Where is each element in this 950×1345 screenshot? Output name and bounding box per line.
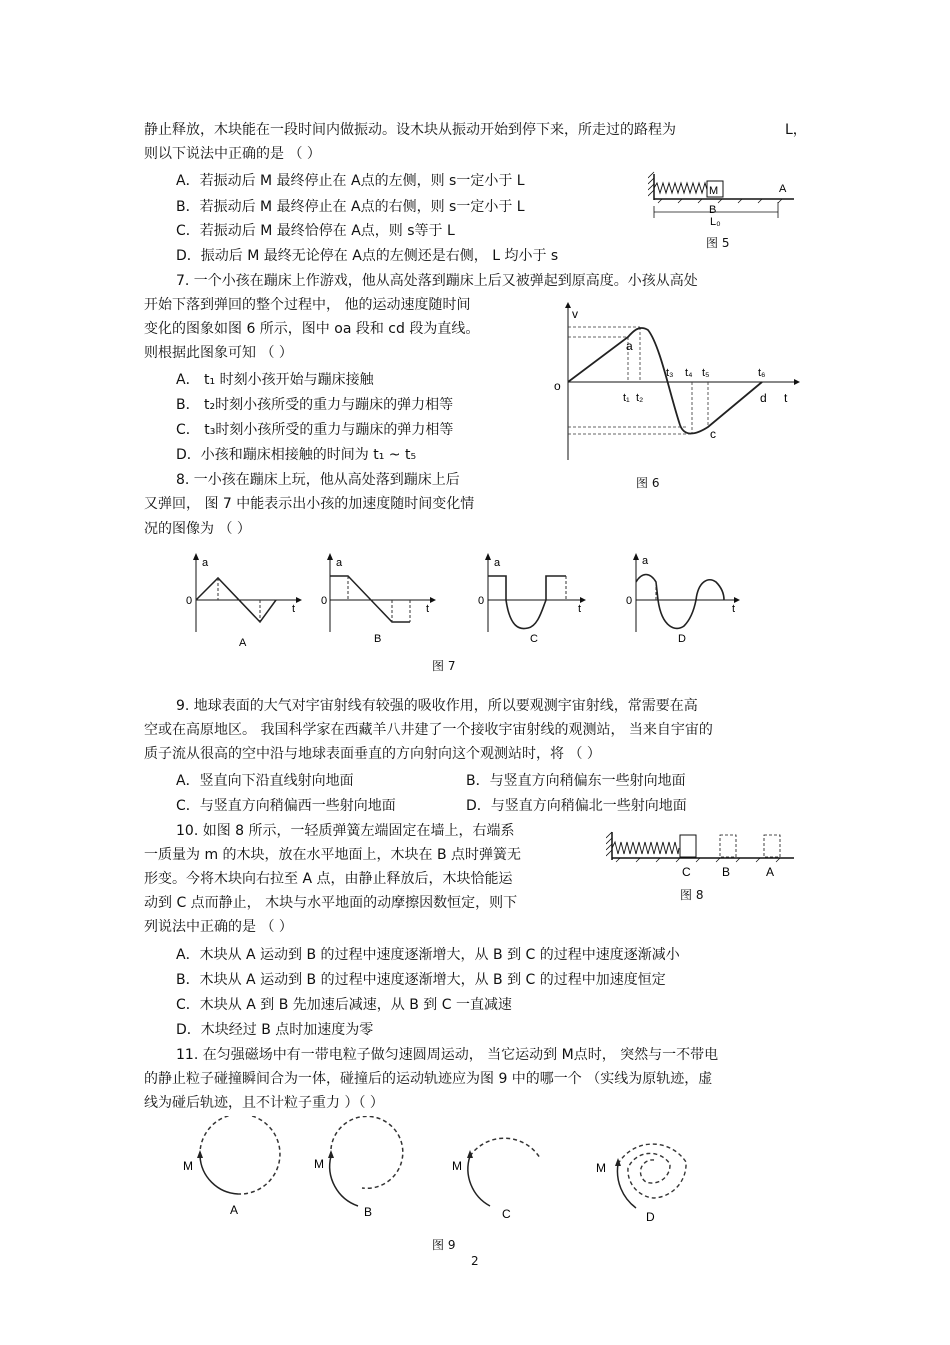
fig6-label-o: o [554,379,561,393]
q6-option-c: C．若振动后 M 最终恰停在 A点，则 s等于 L [176,223,455,239]
fig6-label-a: a [626,339,633,353]
q6-line1-end: L， [785,122,807,138]
figure-6-velocity-graph [552,300,802,468]
q7-line4: 则根据此图象可知 （ ） [144,345,293,361]
figure-7-caption: 图 7 [432,659,456,673]
fig7c-label-t: t [578,603,582,615]
fig7c-label-zero: 0 [478,595,485,607]
fig5-label-m: M [709,185,719,197]
figure-7-acceleration-graphs [180,548,760,648]
q6-line2: 则以下说法中正确的是 （ ） [144,146,321,162]
fig9b-label-m: M [314,1157,324,1171]
fig7a-label-zero: 0 [186,595,193,607]
fig6-label-t6: t₆ [758,367,766,379]
fig7a-label-t: t [292,603,296,615]
page-number: 2 [471,1254,479,1268]
fig7-graph-a [186,553,302,648]
fig6-label-d: d [760,391,767,405]
q11-line2: 的静止粒子碰撞瞬间合为一体，碰撞后的运动轨迹应为图 9 中的哪一个 （实线为原轨迹，虚 [144,1071,713,1087]
fig9b-name: B [364,1205,373,1219]
q11-line1: 11. 在匀强磁场中有一带电粒子做匀速圆周运动， 当它运动到 M点时， 突然与一不带电 [176,1047,719,1063]
figure-8-caption: 图 8 [680,888,704,902]
fig8-label-c: C [682,865,691,878]
q9-option-d: D．与竖直方向稍偏北一些射向地面 [466,798,687,814]
fig6-label-t5: t₅ [702,367,710,379]
q9-option-b: B．与竖直方向稍偏东一些射向地面 [466,773,686,789]
fig9-trajectory-a [183,1116,280,1217]
fig6-label-t4: t₄ [685,367,693,379]
q8-line3: 况的图像为 （ ） [144,521,251,537]
q8-line2: 又弹回， 图 7 中能表示出小孩的加速度随时间变化情 [144,496,475,512]
figure-8-spring-diagram [606,830,798,878]
fig6-label-t3: t₃ [666,367,674,379]
q10-option-c: C．木块从 A 到 B 先加速后减速，从 B 到 C 一直减速 [176,997,512,1013]
fig6-label-t: t [784,391,788,405]
q6-option-b: B．若振动后 M 最终停止在 A点的右侧，则 s一定小于 L [176,199,525,215]
q10-line4: 动到 C 点而静止， 木块与水平地面的动摩擦因数恒定，则下 [144,895,518,911]
fig7b-name: B [374,633,382,645]
fig9-trajectory-b [314,1116,403,1219]
fig7d-label-zero: 0 [626,595,633,607]
fig6-label-t1: t₁ [623,392,630,404]
fig6-label-v: v [572,307,578,321]
q9-line3: 质子流从很高的空中沿与地球表面垂直的方向射向这个观测站时，将 （ ） [144,746,601,762]
fig9c-label-m: M [452,1159,462,1173]
q6-option-d: D．振动后 M 最终无论停在 A点的左侧还是右侧， L 均小于 s [176,248,559,264]
q10-line2: 一质量为 m 的木块，放在水平地面上，木块在 B 点时弹簧无 [144,847,522,863]
q7-option-b: B． t₂时刻小孩所受的重力与蹦床的弹力相等 [176,397,454,413]
fig7d-label-a: a [642,555,649,567]
fig9d-name: D [646,1210,655,1224]
q10-option-b: B．木块从 A 运动到 B 的过程中速度逐渐增大，从 B 到 C 的过程中加速度恒定 [176,972,666,988]
fig9a-name: A [230,1203,239,1217]
fig5-label-a: A [779,183,787,195]
fig7d-label-t: t [732,603,736,615]
fig9-trajectory-d [596,1144,686,1224]
fig6-label-t2: t₂ [636,392,644,404]
fig5-label-b: B [709,204,717,216]
fig7-graph-c [478,553,586,645]
figure-9-trajectories [176,1116,696,1228]
fig8-label-a: A [766,865,775,878]
q6-line1: 静止释放，木块能在一段时间内做振动。设木块从振动开始到停下来，所走过的路程为 [144,122,676,138]
q7-line3: 变化的图象如图 6 所示，图中 oa 段和 cd 段为直线。 [144,321,480,337]
fig6-label-c: c [710,427,716,441]
q8-line1: 8. 一小孩在蹦床上玩，他从高处落到蹦床上后 [176,472,460,488]
fig9c-name: C [502,1207,511,1221]
q9-line1: 9. 地球表面的大气对宇宙射线有较强的吸收作用，所以要观测宇宙射线，常需要在高 [176,698,698,714]
q9-line2: 空或在高原地区。 我国科学家在西藏羊八井建了一个接收宇宙射线的观测站， 当来自宇宙的 [144,722,713,738]
q7-line2: 开始下落到弹回的整个过程中， 他的运动速度随时间 [144,297,471,313]
fig7a-label-a: a [202,557,209,569]
q10-option-a: A．木块从 A 运动到 B 的过程中速度逐渐增大，从 B 到 C 的过程中速度逐渐减小 [176,947,680,963]
fig9-trajectory-c [452,1138,540,1221]
q9-option-c: C．与竖直方向稍偏西一些射向地面 [176,798,396,814]
q10-line5: 列说法中正确的是 （ ） [144,919,293,935]
fig7d-name: D [678,633,686,645]
fig7c-name: C [530,633,538,645]
fig7b-label-t: t [426,603,430,615]
fig7b-label-a: a [336,557,343,569]
q10-line3: 形变。今将木块向右拉至 A 点，由静止释放后，木块恰能运 [144,871,513,887]
q10-line1: 10. 如图 8 所示，一轻质弹簧左端固定在墙上，右端系 [176,823,515,839]
figure-9-caption: 图 9 [432,1238,456,1252]
fig8-label-b: B [722,865,731,878]
fig7a-name: A [239,637,247,648]
q11-line3: 线为碰后轨迹，且不计粒子重力 ）（ ） [144,1095,384,1111]
q7-line1: 7. 一个小孩在蹦床上作游戏，他从高处落到蹦床上后又被弹起到原高度。小孩从高处 [176,273,698,289]
fig7-graph-d [626,553,740,645]
fig9d-label-m: M [596,1161,606,1175]
q6-option-a: A．若振动后 M 最终停止在 A点的左侧，则 s一定小于 L [176,173,525,189]
figure-6-caption: 图 6 [636,476,660,490]
fig7-graph-b [321,553,436,645]
fig7b-label-zero: 0 [321,595,328,607]
fig7c-label-a: a [494,557,501,569]
q7-option-a: A． t₁ 时刻小孩开始与蹦床接触 [176,372,374,388]
fig9a-label-m: M [183,1159,193,1173]
q7-option-c: C． t₃时刻小孩所受的重力与蹦床的弹力相等 [176,422,454,438]
figure-5-spring-diagram [648,170,798,230]
q7-option-d: D．小孩和蹦床相接触的时间为 t₁ ~ t₅ [176,447,417,463]
fig5-label-l0: L₀ [710,216,721,228]
q9-option-a: A．竖直向下沿直线射向地面 [176,773,354,789]
figure-5-caption: 图 5 [706,236,730,250]
q10-option-d: D．木块经过 B 点时加速度为零 [176,1022,374,1038]
